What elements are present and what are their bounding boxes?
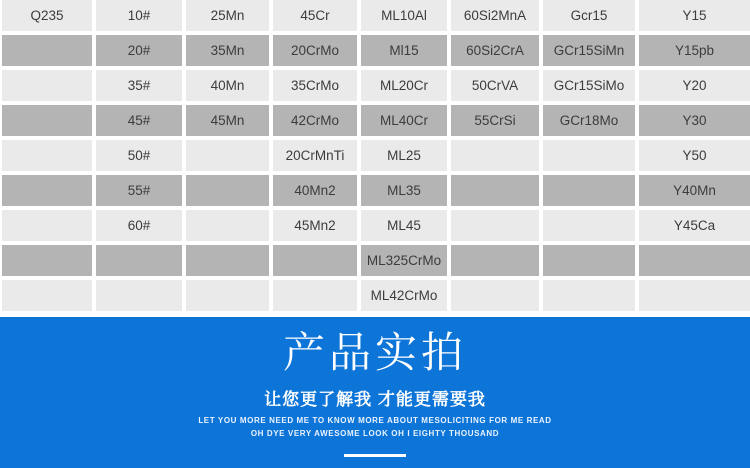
table-cell: [543, 280, 635, 311]
table-cell: [186, 245, 269, 276]
table-cell: [451, 140, 539, 171]
table-cell: [2, 245, 92, 276]
table-cell: [273, 280, 357, 311]
table-cell: [186, 280, 269, 311]
table-cell: [2, 105, 92, 136]
table-cell: 40Mn: [186, 70, 269, 101]
table-cell: ML40Cr: [361, 105, 447, 136]
table-cell: 20CrMo: [273, 35, 357, 66]
product-banner: [0, 317, 750, 468]
table-cell: [2, 280, 92, 311]
table-cell: 45Mn2: [273, 210, 357, 241]
table-cell: GCr15SiMo: [543, 70, 635, 101]
table-cell: [543, 140, 635, 171]
banner-tagline-line1: LET YOU MORE NEED ME TO KNOW MORE ABOUT MESOLICITING FOR ME READ: [198, 416, 552, 426]
table-cell: Y20: [639, 70, 750, 101]
table-cell: [639, 280, 750, 311]
table-cell: 50#: [96, 140, 182, 171]
table-cell: GCr18Mo: [543, 105, 635, 136]
table-cell: Y15pb: [639, 35, 750, 66]
table-cell: 20#: [96, 35, 182, 66]
table-cell: [186, 140, 269, 171]
table-cell: [2, 70, 92, 101]
table-cell: [451, 245, 539, 276]
table-cell: 20CrMnTi: [273, 140, 357, 171]
table-cell: [96, 245, 182, 276]
table-cell: ML325CrMo: [361, 245, 447, 276]
table-cell: ML45: [361, 210, 447, 241]
table-cell: [543, 175, 635, 206]
table-cell: [451, 210, 539, 241]
table-cell: [543, 210, 635, 241]
table-cell: [186, 210, 269, 241]
table-cell: 35Mn: [186, 35, 269, 66]
table-cell: ML20Cr: [361, 70, 447, 101]
table-cell: Y45Ca: [639, 210, 750, 241]
table-cell: ML42CrMo: [361, 280, 447, 311]
table-cell: [96, 280, 182, 311]
banner-tagline: [198, 415, 551, 441]
table-cell: Y30: [639, 105, 750, 136]
table-cell: Y15: [639, 0, 750, 31]
table-cell: [273, 245, 357, 276]
table-cell: 10#: [96, 0, 182, 31]
banner-tagline-line2: OH DYE VERY AWESOME LOOK OH I EIGHTY THOUSAND: [250, 428, 500, 438]
table-cell: Q235: [2, 0, 92, 31]
table-cell: 25Mn: [186, 0, 269, 31]
table-cell: [2, 175, 92, 206]
table-cell: 45#: [96, 105, 182, 136]
banner-title: 产品实拍: [282, 329, 467, 376]
banner-underline: [344, 454, 406, 457]
table-cell: GCr15SiMn: [543, 35, 635, 66]
table-cell: [543, 245, 635, 276]
table-cell: 50CrVA: [451, 70, 539, 101]
table-cell: [2, 35, 92, 66]
table-cell: 45Cr: [273, 0, 357, 31]
table-cell: [451, 280, 539, 311]
table-cell: 40Mn2: [273, 175, 357, 206]
table-cell: [186, 175, 269, 206]
table-cell: Ml15: [361, 35, 447, 66]
table-cell: ML35: [361, 175, 447, 206]
table-cell: 55CrSi: [451, 105, 539, 136]
table-cell: 45Mn: [186, 105, 269, 136]
table-cell: 55#: [96, 175, 182, 206]
table-cell: [639, 245, 750, 276]
table-cell: 60Si2CrA: [451, 35, 539, 66]
table-cell: Y50: [639, 140, 750, 171]
table-cell: ML10Al: [361, 0, 447, 31]
table-cell: 35CrMo: [273, 70, 357, 101]
table-cell: 42CrMo: [273, 105, 357, 136]
table-cell: [2, 140, 92, 171]
table-cell: Gcr15: [543, 0, 635, 31]
table-cell: Y40Mn: [639, 175, 750, 206]
table-cell: 35#: [96, 70, 182, 101]
table-cell: 60Si2MnA: [451, 0, 539, 31]
table-cell: ML25: [361, 140, 447, 171]
table-cell: [451, 175, 539, 206]
table-cell: 60#: [96, 210, 182, 241]
table-cell: [2, 210, 92, 241]
banner-subtitle: 让您更了解我 才能更需要我: [264, 390, 486, 410]
